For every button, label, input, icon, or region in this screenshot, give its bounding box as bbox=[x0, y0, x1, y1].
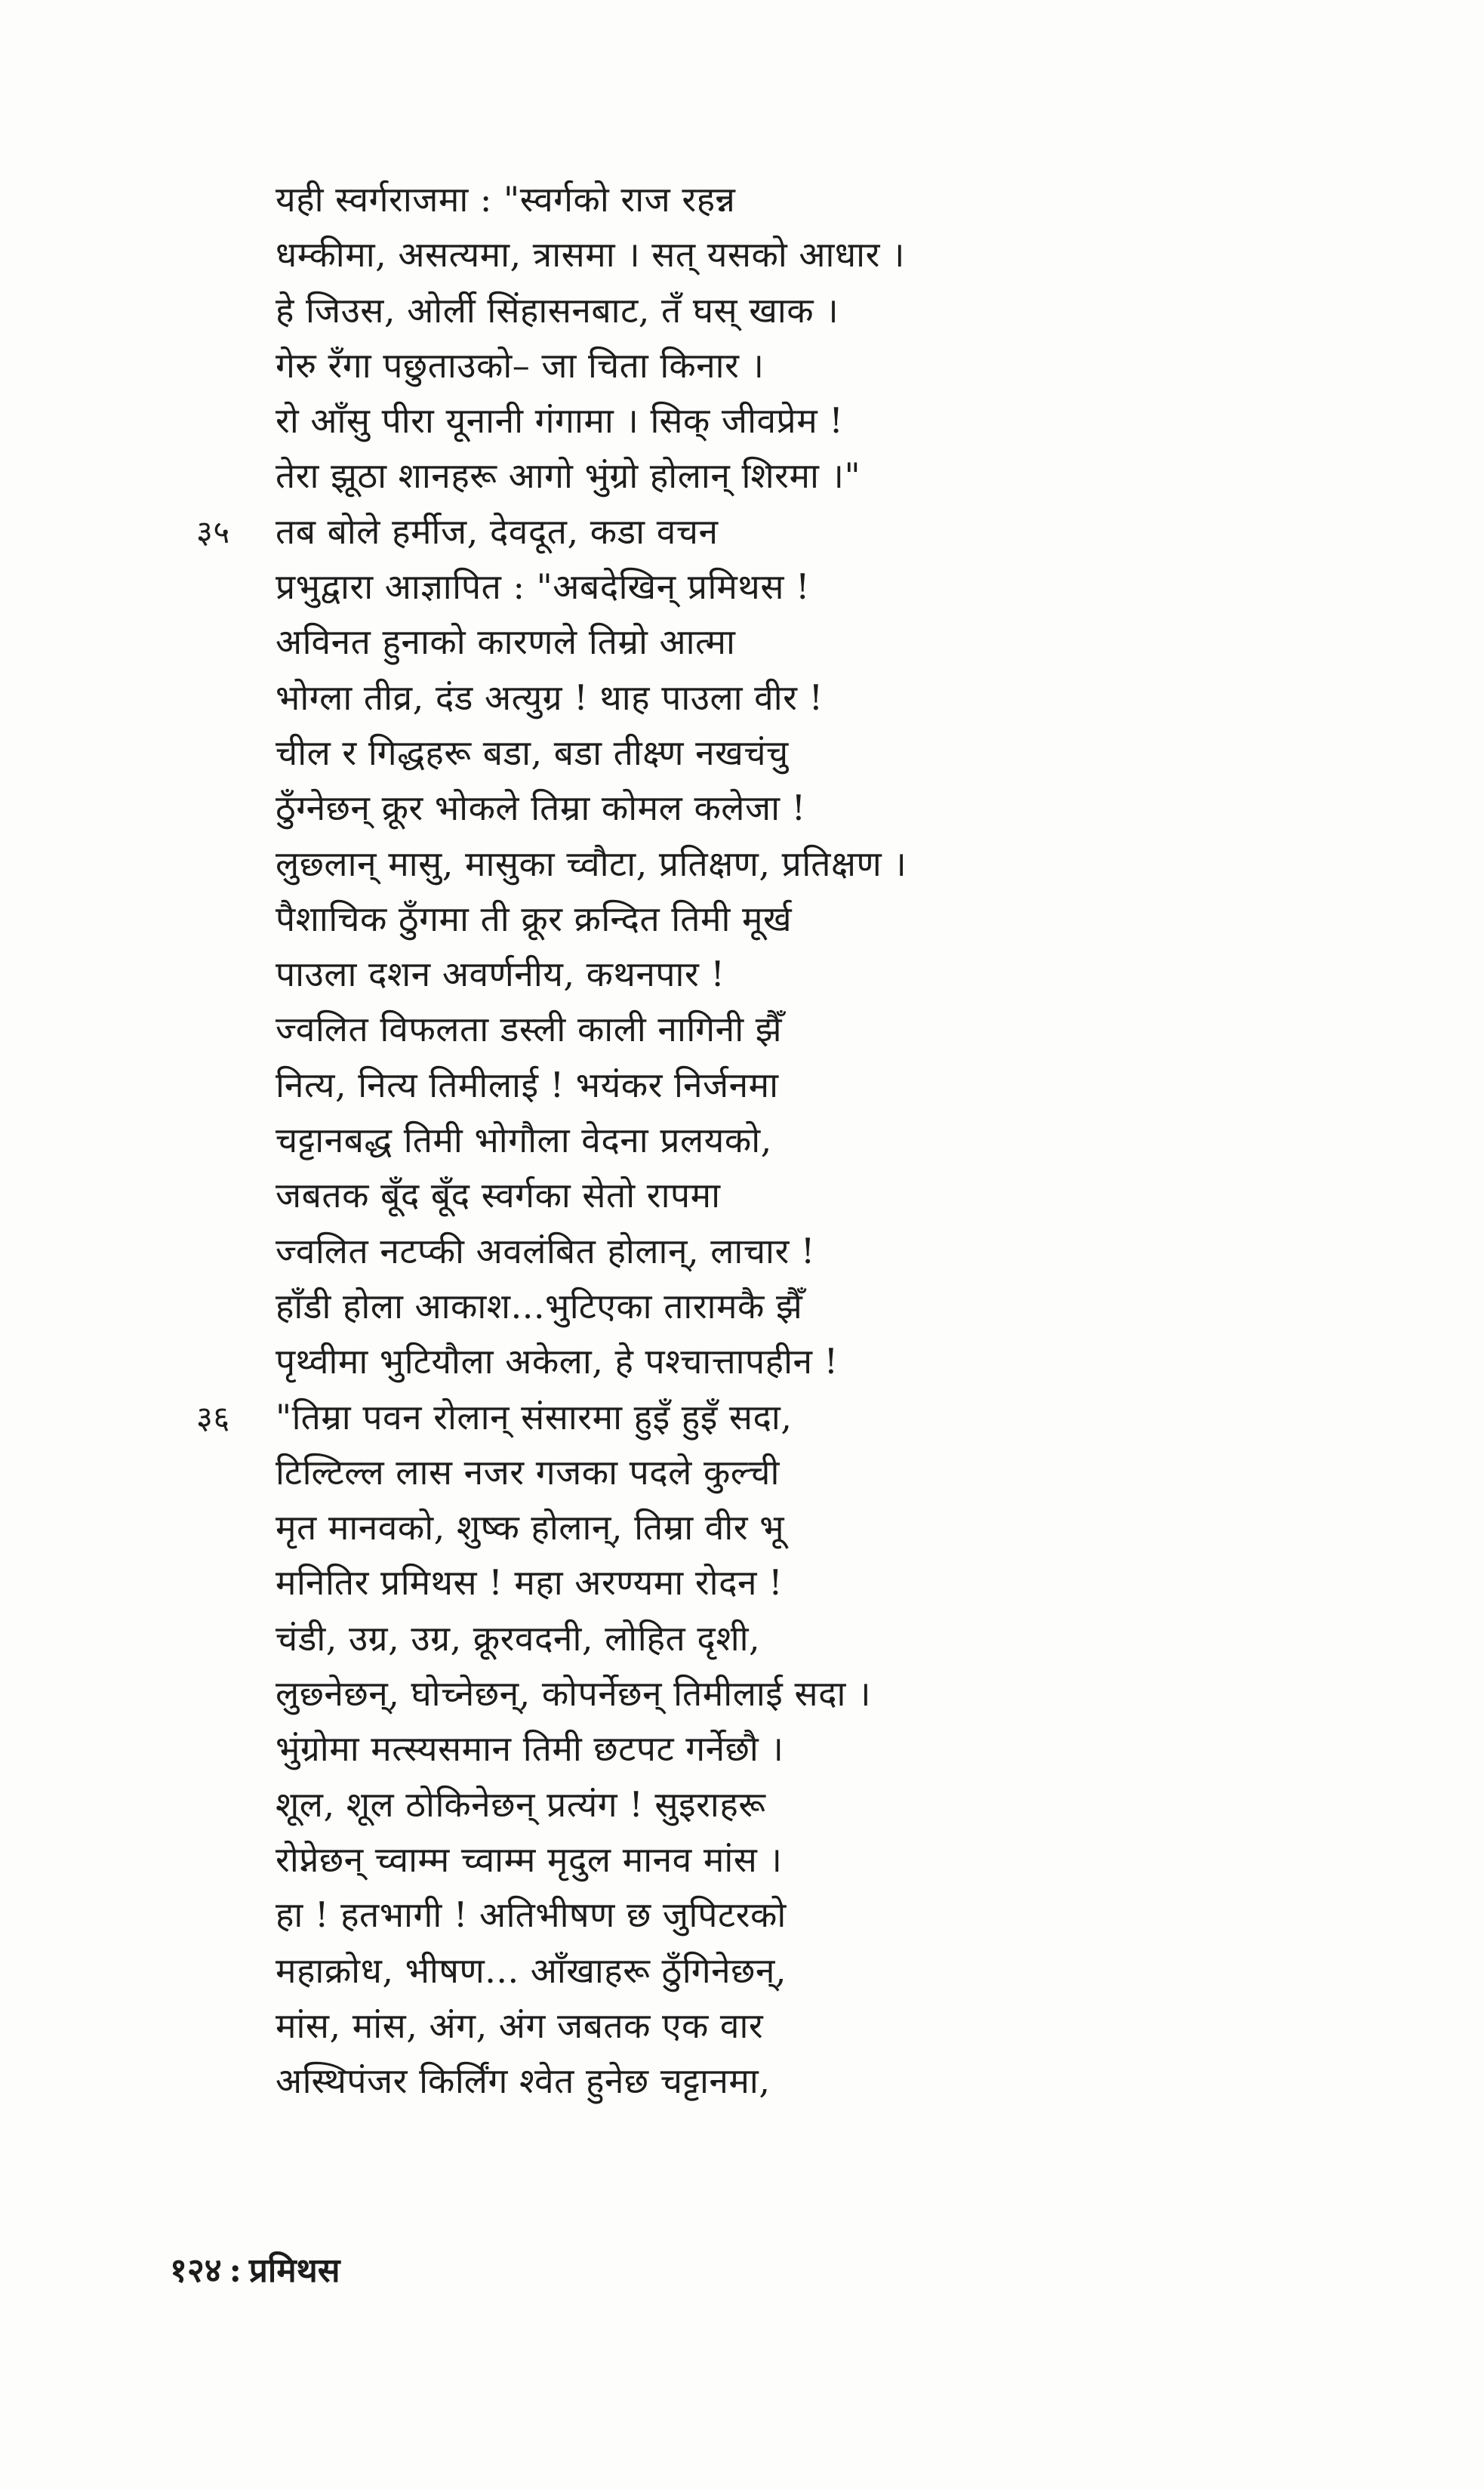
poem-line bbox=[276, 781, 1370, 836]
poem-line bbox=[276, 559, 1370, 615]
poem-line-text: अस्थिपंजर किर्लिंग श्वेत हुनेछ चट्टानमा, bbox=[276, 2060, 771, 2102]
poem-line bbox=[196, 1390, 1370, 1445]
poem-line bbox=[276, 1113, 1370, 1168]
poem-line-text: जबतक बूँद बूँद स्वर्गका सेतो रापमा bbox=[276, 1175, 721, 1216]
poem-line bbox=[276, 1777, 1370, 1832]
poem-line bbox=[276, 1721, 1370, 1777]
poem-line-text: मांस, मांस, अंग, अंग जबतक एक वार bbox=[276, 2005, 764, 2046]
poem-line bbox=[276, 1888, 1370, 1943]
poem-line-text: गेरु रँगा पछुताउको– जा चिता किनार । bbox=[276, 344, 765, 386]
poem-line bbox=[276, 1943, 1370, 1998]
poem-line-text: चंडी, उग्र, उग्र, क्रूरवदनी, लोहित दृशी, bbox=[276, 1617, 761, 1659]
poem-line bbox=[276, 1224, 1370, 1279]
poem-line bbox=[276, 393, 1370, 448]
poem-line bbox=[276, 1611, 1370, 1666]
poem-line-text: "तिम्रा पवन रोलान् संसारमा हुइँ हुइँ सदा, bbox=[276, 1396, 793, 1438]
poem-line bbox=[276, 1998, 1370, 2054]
poem-line-text: ठुँग्नेछन् क्रूर भोकले तिम्रा कोमल कलेजा ! bbox=[276, 787, 806, 829]
poem-line bbox=[276, 1500, 1370, 1555]
poem-line-text: महाक्रोध, भीषण... आँखाहरू ठुँगिनेछन्, bbox=[276, 1949, 787, 1991]
poem-line bbox=[276, 1002, 1370, 1057]
poem-line-text: टिल्टिल्ल लास नजर गजका पदले कुल्ची bbox=[276, 1451, 780, 1493]
poem-line-text: नित्य, नित्य तिमीलाई ! भयंकर निर्जनमा bbox=[276, 1064, 779, 1105]
poem-line bbox=[276, 892, 1370, 947]
poem-line-text: तेरा झूठा शानहरू आगो भुंग्रो होलान् शिरमा ।" bbox=[276, 455, 861, 497]
poem-line-text: लुछ्लान् मासु, मासुका च्वौटा, प्रतिक्षण, प्रतिक्षण । bbox=[276, 843, 907, 884]
poem-line-text: मृत मानवको, शुष्क होलान्, तिम्रा वीर भू bbox=[276, 1507, 785, 1549]
poem-line bbox=[276, 338, 1370, 393]
poem-line bbox=[276, 1445, 1370, 1500]
poem-line bbox=[276, 947, 1370, 1002]
poem-line-text: प्रभुद्वारा आज्ञापित : "अबदेखिन् प्रमिथस ! bbox=[276, 566, 811, 608]
page-number: १२४ bbox=[170, 2251, 222, 2290]
poem-line bbox=[276, 1279, 1370, 1334]
poem-line bbox=[276, 1334, 1370, 1389]
page-footer bbox=[170, 2246, 340, 2291]
poem-line-text: हा ! हतभागी ! अतिभीषण छ जुपिटरको bbox=[276, 1894, 787, 1936]
poem-line-text: पृथ्वीमा भुटियौला अकेला, हे पश्चात्तापहीन ! bbox=[276, 1341, 839, 1382]
poem-line bbox=[276, 1666, 1370, 1721]
poem-line-text: चील र गिद्धहरू बडा, बडा तीक्ष्ण नखचंचु bbox=[276, 732, 789, 773]
poem-line bbox=[276, 1555, 1370, 1610]
poem-line bbox=[276, 837, 1370, 892]
poem-line-text: पैशाचिक ठुँगमा ती क्रूर क्रन्दित तिमी मूर्ख bbox=[276, 898, 793, 939]
poem-line bbox=[276, 2054, 1370, 2109]
poem-line-text: रो आँसु पीरा यूनानी गंगामा । सिक् जीवप्रेम ! bbox=[276, 400, 844, 442]
poem-line-text: रोप्नेछन् च्वाम्म च्वाम्म मृदुल मानव मांस । bbox=[276, 1838, 783, 1880]
poem-line bbox=[276, 172, 1370, 227]
stanza-number: ३५ bbox=[196, 513, 230, 550]
poem-line bbox=[276, 1832, 1370, 1888]
poem-line-text: हे जिउस, ओर्ली सिंहासनबाट, तँ घस् खाक । bbox=[276, 289, 839, 331]
poem-line bbox=[276, 227, 1370, 282]
poem-line-text: भुंग्रोमा मत्स्यसमान तिमी छटपट गर्नेछौ । bbox=[276, 1728, 784, 1770]
poem-line-text: ज्वलित नटप्की अवलंबित होलान्, लाचार ! bbox=[276, 1230, 815, 1271]
poem-line-text: भोग्ला तीव्र, दंड अत्युग्र ! थाह पाउला वीर ! bbox=[276, 676, 824, 718]
poem-line-text: अविनत हुनाको कारणले तिम्रो आत्मा bbox=[276, 621, 736, 663]
stanza-number: ३६ bbox=[196, 1398, 230, 1436]
footer-separator: : bbox=[229, 2251, 242, 2290]
poem-line bbox=[276, 726, 1370, 781]
poem-line bbox=[276, 1058, 1370, 1113]
poem-line-text: धम्कीमा, असत्यमा, त्रासमा । सत् यसको आधार । bbox=[276, 234, 905, 276]
poem-line bbox=[276, 448, 1370, 504]
poem-line bbox=[196, 504, 1370, 559]
poem-line-text: शूल, शूल ठोकिनेछन् प्रत्यंग ! सुइराहरू bbox=[276, 1783, 766, 1825]
poem-line-text: तब बोले हर्मीज, देवदूत, कडा वचन bbox=[276, 510, 719, 552]
poem-line-text: मनितिर प्रमिथस ! महा अरण्यमा रोदन ! bbox=[276, 1562, 784, 1604]
book-title: प्रमिथस bbox=[248, 2251, 340, 2290]
poem-body bbox=[196, 172, 1370, 2109]
poem-line-text: ज्वलित विफलता डस्ली काली नागिनी झैँ bbox=[276, 1009, 783, 1050]
poem-line bbox=[276, 615, 1370, 670]
poem-line bbox=[276, 283, 1370, 338]
poem-line-text: यही स्वर्गराजमा : "स्वर्गको राज रहन्न bbox=[276, 179, 736, 220]
poem-line bbox=[276, 1168, 1370, 1223]
poem-line-text: लुछ्नेछन्, घोच्नेछन्, कोपर्नेछन् तिमीलाई सदा । bbox=[276, 1673, 872, 1715]
poem-line-text: हाँडी होला आकाश...भुटिएका तारामकै झैँ bbox=[276, 1285, 803, 1327]
poem-line bbox=[276, 670, 1370, 726]
poem-line-text: चट्टानबद्ध तिमी भोगौला वेदना प्रलयको, bbox=[276, 1120, 772, 1161]
poem-line-text: पाउला दशन अवर्णनीय, कथनपार ! bbox=[276, 954, 725, 995]
